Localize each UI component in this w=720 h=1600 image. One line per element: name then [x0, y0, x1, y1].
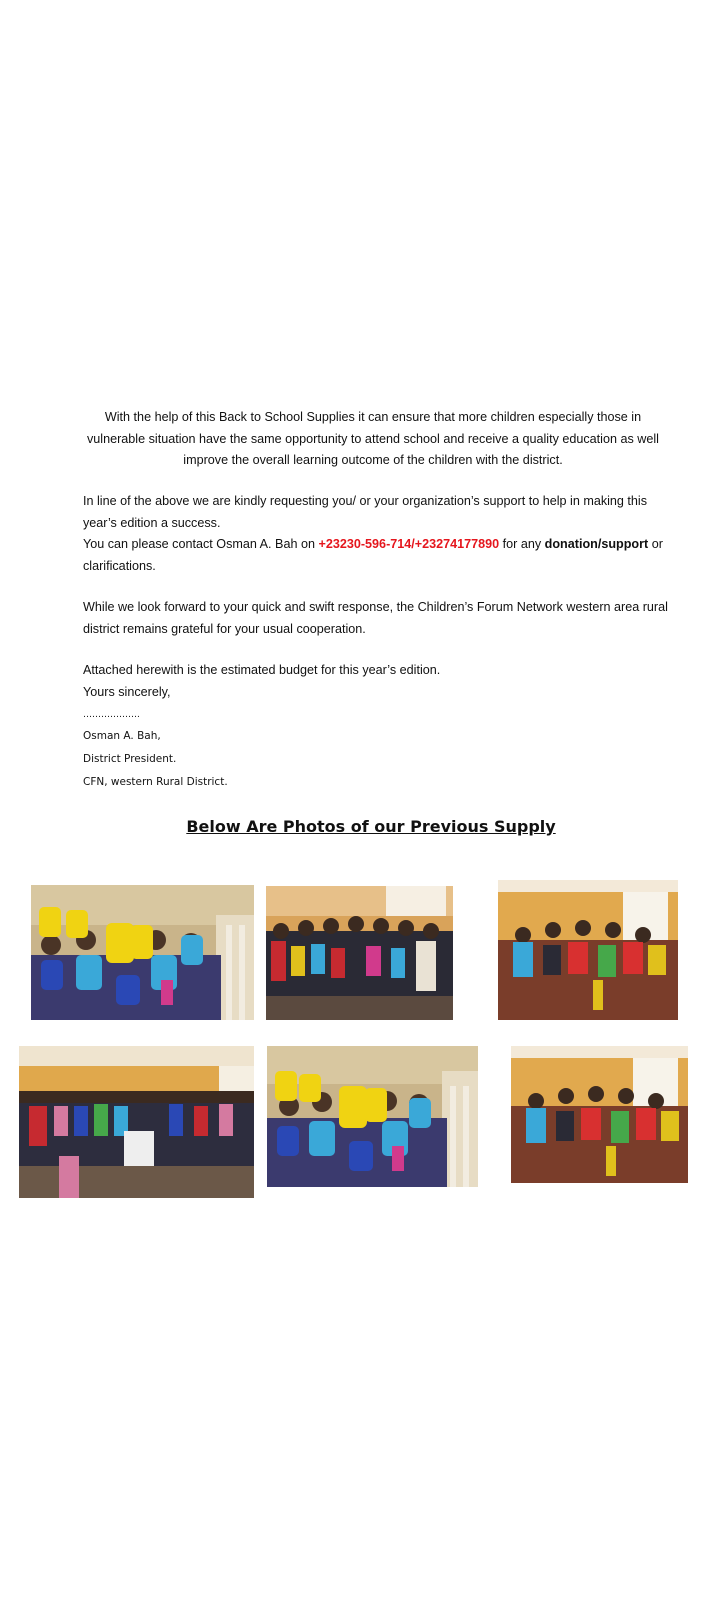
signer-org: CFN, western Rural District. [83, 776, 228, 788]
paragraph-intro: With the help of this Back to School Supplies it can ensure that more children especially those in vulnerable situation have the same opportunity to attend school and receive a quality education as well improve the overall learning outcome of the children with the district. [87, 410, 659, 467]
supply-photo-6 [511, 1046, 688, 1183]
supply-photo-3 [498, 880, 678, 1020]
paragraph-gratitude: While we look forward to your quick and swift response, the Children’s Forum Network western area rural district remains grateful for your usual cooperation. [83, 600, 668, 636]
paragraph-budget: Attached herewith is the estimated budget for this year’s edition. [83, 663, 441, 677]
closing-line: Yours sincerely, [83, 685, 171, 699]
supply-photo-5 [267, 1046, 478, 1187]
signer-name: Osman A. Bah, [83, 730, 161, 742]
supply-photo-2 [266, 886, 453, 1020]
paragraph-request: In line of the above we are kindly requesting you/ or your organization’s support to help in making this year’s edition a success. [83, 494, 648, 530]
supply-photo-4 [19, 1046, 254, 1198]
contact-phone: +23230-596-714/+23274177890 [318, 537, 500, 551]
contact-suffix: or clarifications. [83, 537, 663, 573]
contact-prefix: You can please contact Osman A. Bah on [83, 537, 319, 551]
contact-bold: donation/support [544, 537, 649, 551]
contact-mid: for any [499, 537, 545, 551]
signature-dots: ………………. [83, 710, 140, 720]
photos-heading: Below Are Photos of our Previous Supply [186, 817, 556, 836]
supply-photo-1 [31, 885, 254, 1020]
paragraph-contact [83, 534, 673, 577]
signer-title: District President. [83, 753, 177, 765]
